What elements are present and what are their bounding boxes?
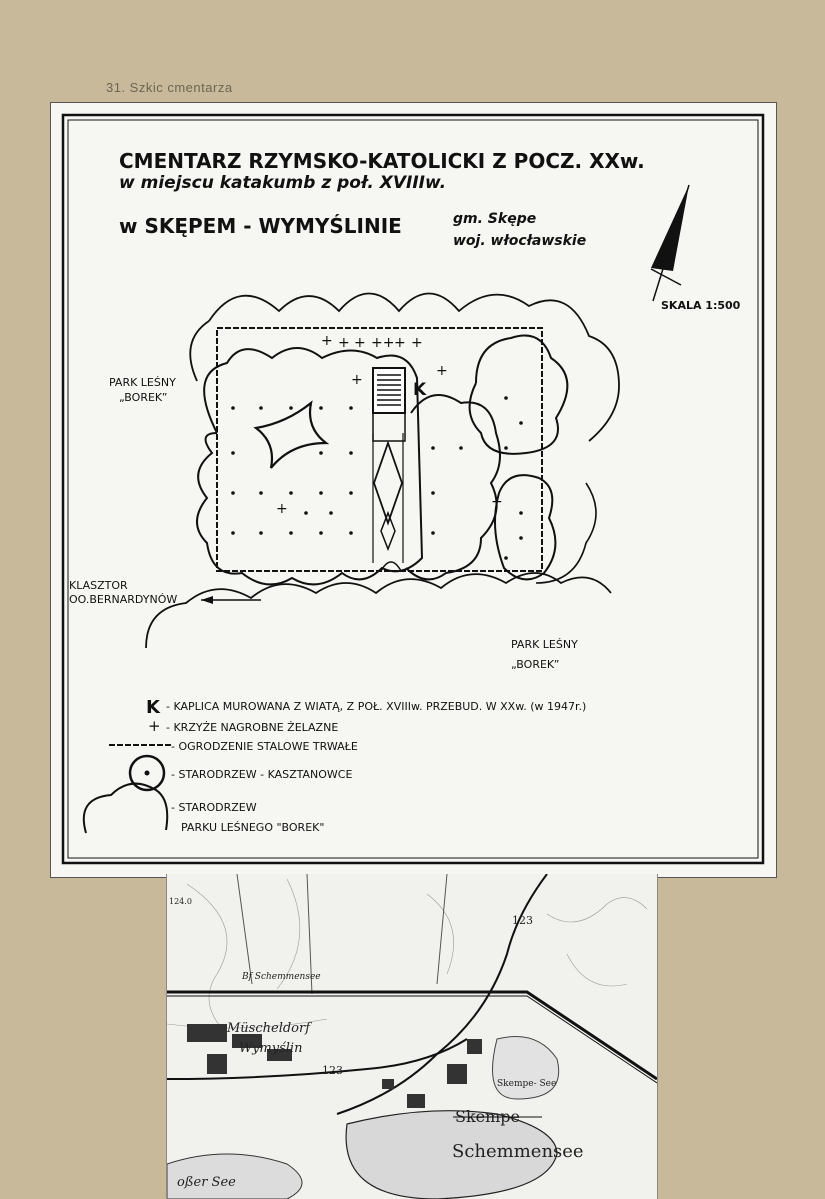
- svg-text:+: +: [411, 335, 423, 351]
- map-label-muscheldorf: Müscheldorf: [227, 1021, 311, 1036]
- figure-caption: 31. Szkic cmentarza: [106, 80, 233, 95]
- legend: [84, 697, 587, 834]
- map-label-road: 123: [322, 1064, 343, 1077]
- legend-cross-icon: +: [148, 717, 161, 735]
- map-label-schemmensee: Schemmensee: [452, 1141, 584, 1162]
- cemetery-sketch: [51, 103, 776, 877]
- map-label-wymyslin: Wymyślin: [239, 1041, 303, 1056]
- svg-text:+: +: [351, 372, 363, 388]
- park-bottom-label-2: „BOREK”: [511, 658, 560, 671]
- map-label-skempe-see: Skempe- See: [497, 1079, 557, 1089]
- star-path: [256, 403, 326, 468]
- svg-text:+: +: [321, 333, 333, 349]
- chestnut-dots: [231, 396, 523, 560]
- iron-crosses: [276, 333, 503, 517]
- map-label-skempe: Skempe: [455, 1107, 521, 1126]
- svg-text:++: ++: [371, 335, 395, 351]
- legend-text-fence: - OGRODZENIE STALOWE TRWAŁE: [171, 740, 358, 753]
- park-bottom-label-1: PARK LEŚNY: [511, 638, 578, 651]
- legend-symbol-k: K: [146, 697, 160, 718]
- map-label-bf: Bf Schemmensee: [242, 972, 321, 982]
- svg-text:+: +: [338, 335, 350, 351]
- gmina-label: gm. Skępe: [453, 211, 537, 227]
- monastery-label-1: KLASZTOR: [69, 579, 128, 592]
- chestnut-clump-right-top: [470, 336, 568, 454]
- avenue-diamond-2: [381, 513, 395, 549]
- title-line-2: w miejscu katakumb z poł. XVIIIw.: [119, 173, 447, 193]
- legend-text-trees: - STARODRZEW - KASZTANOWCE: [171, 768, 353, 781]
- svg-text:+: +: [491, 494, 503, 510]
- chapel-mark: K: [413, 380, 427, 400]
- cemetery-sketch-sheet: [50, 102, 777, 878]
- map-drawing: [167, 874, 657, 1199]
- map-label-lake-bottom: oßer See: [177, 1175, 236, 1190]
- park-canopy-top: [209, 294, 619, 442]
- svg-text:+: +: [276, 501, 288, 517]
- map-edge-num: 124.0: [169, 897, 192, 906]
- monastery-label-2: OO.BERNARDYNÓW: [69, 593, 178, 606]
- svg-text:+: +: [436, 363, 448, 379]
- chestnut-clump-right-bottom: [495, 475, 555, 579]
- title-line-3: w SKĘPEM - WYMYŚLINIE: [119, 214, 402, 238]
- topographic-map: [166, 874, 658, 1199]
- legend-text-park-1: - STARODRZEW: [171, 801, 257, 814]
- legend-park-icon: [84, 784, 167, 833]
- svg-text:+: +: [394, 335, 406, 351]
- north-arrow-icon: [651, 185, 689, 301]
- title-line-1: CMENTARZ RZYMSKO-KATOLICKI Z POCZ. XXw.: [119, 149, 645, 173]
- park-canopy-bottom: [146, 573, 611, 648]
- legend-text-park-2: PARKU LEŚNEGO "BOREK": [181, 821, 325, 834]
- map-label-road-top: 123: [512, 914, 533, 927]
- svg-text:+: +: [354, 335, 366, 351]
- scale-label: SKALA 1:500: [661, 299, 741, 312]
- park-left-label-2: „BOREK”: [119, 391, 168, 404]
- park-left-label-1: PARK LEŚNY: [109, 376, 176, 389]
- legend-text-crosses: - KRZYŻE NAGROBNE ŻELAZNE: [166, 721, 339, 734]
- wojewodztwo-label: woj. włocławskie: [453, 233, 587, 249]
- legend-text-chapel: - KAPLICA MUROWANA Z WIATĄ, Z POŁ. XVIIIw. PRZEBUD. W XXw. (w 1947r.): [166, 700, 587, 713]
